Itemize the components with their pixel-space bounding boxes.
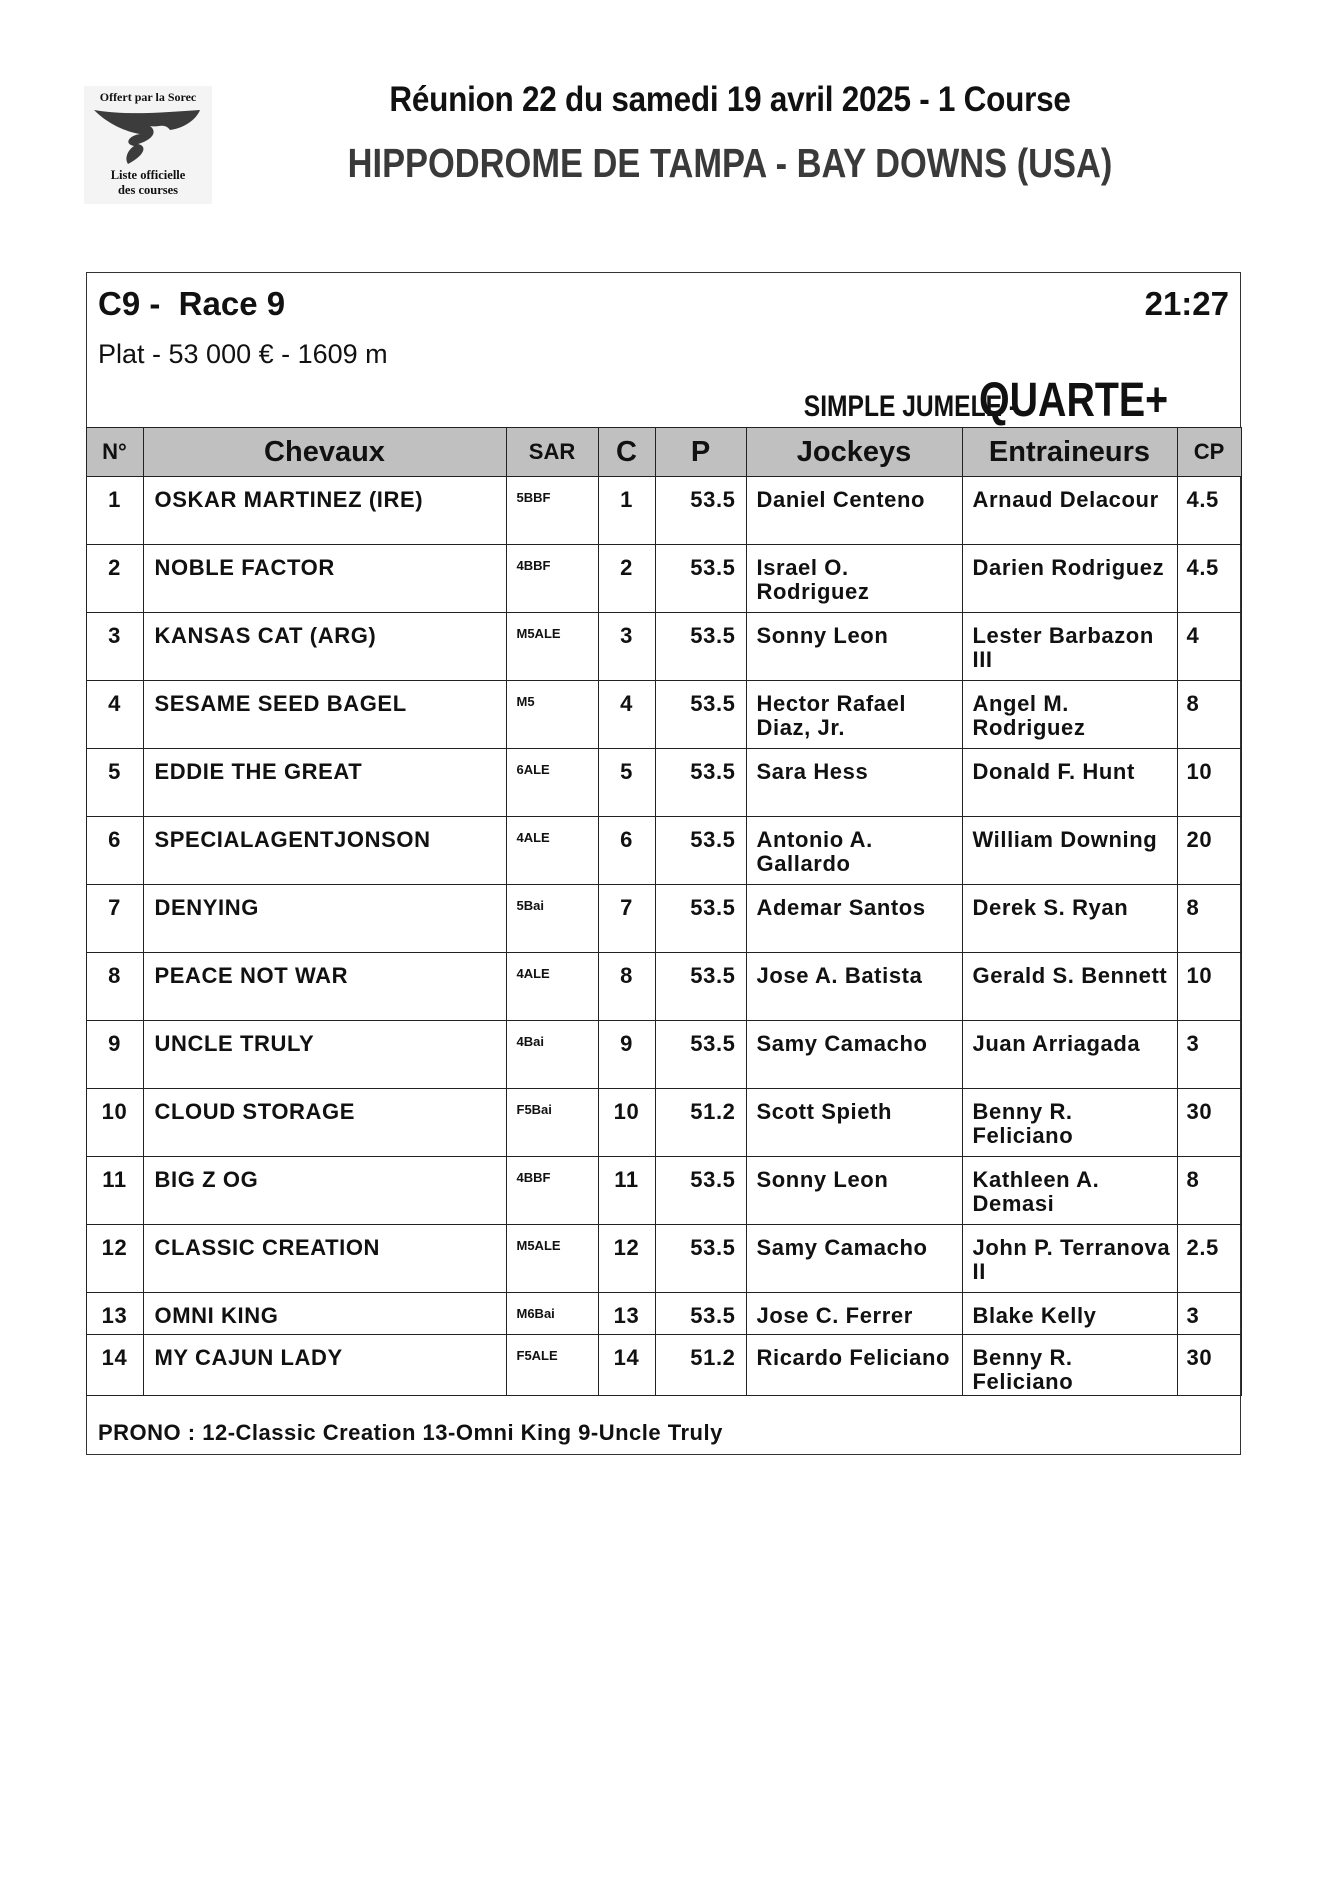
draw-c-cell [598, 477, 655, 545]
draw-c-cell [598, 1335, 655, 1396]
runners-table [86, 427, 1242, 1396]
trainer-name: Gerald S. Bennett [972, 963, 1168, 988]
odds-cp-cell [1177, 817, 1241, 885]
weight-p: 51.2 [690, 1099, 736, 1124]
odds-cp: 10 [1186, 759, 1213, 784]
runner-number: 13 [101, 1303, 128, 1328]
sar-value-cell [506, 1021, 598, 1089]
weight-p-cell [655, 477, 746, 545]
draw-c: 5 [620, 759, 633, 784]
runner-number: 2 [108, 555, 121, 580]
odds-cp: 10 [1186, 963, 1213, 988]
trainer-name: William Downing [972, 827, 1158, 852]
odds-cp-cell [1177, 1157, 1241, 1225]
horse-name-cell [143, 1089, 506, 1157]
weight-p-cell [655, 1021, 746, 1089]
horse-name: SESAME SEED BAGEL [154, 691, 407, 716]
table-row [86, 477, 1241, 545]
sar-value-cell [506, 953, 598, 1021]
runner-number-cell [86, 1335, 143, 1396]
runner-number-cell [86, 477, 143, 545]
draw-c-cell [598, 681, 655, 749]
horse-name-cell [143, 1157, 506, 1225]
runner-number: 3 [108, 623, 121, 648]
sar-value-cell [506, 613, 598, 681]
logo-bottom-text [84, 168, 212, 198]
draw-c-cell [598, 953, 655, 1021]
jockey-name-cell [746, 817, 962, 885]
weight-p-cell [655, 817, 746, 885]
odds-cp: 3 [1186, 1303, 1200, 1328]
table-row [86, 1293, 1241, 1335]
runner-number: 11 [102, 1167, 127, 1192]
weight-p: 53.5 [690, 1303, 736, 1328]
horse-name: DENYING [154, 895, 259, 920]
odds-cp-cell [1177, 953, 1241, 1021]
weight-p-cell [655, 1089, 746, 1157]
horse-name: SPECIALAGENTJONSON [154, 827, 431, 852]
sar-value-cell [506, 1157, 598, 1225]
horse-name-cell [143, 817, 506, 885]
jockey-name-cell [746, 477, 962, 545]
horse-name-cell [143, 1021, 506, 1089]
sar-value-cell [506, 1293, 598, 1335]
col-header-trainers: Entraineurs [962, 428, 1177, 477]
sar-value: 4ALE [516, 966, 550, 981]
odds-cp-cell [1177, 885, 1241, 953]
odds-cp: 8 [1186, 691, 1200, 716]
table-row [86, 885, 1241, 953]
draw-c: 12 [613, 1235, 640, 1260]
horse-name-cell [143, 1335, 506, 1396]
odds-cp: 8 [1186, 895, 1200, 920]
draw-c-cell [598, 1225, 655, 1293]
weight-p: 51.2 [690, 1345, 736, 1370]
draw-c: 9 [620, 1031, 633, 1056]
odds-cp-cell [1177, 613, 1241, 681]
runner-number-cell [86, 1021, 143, 1089]
jockey-name-cell [746, 613, 962, 681]
runner-number-cell [86, 749, 143, 817]
sar-value: M5ALE [516, 1238, 561, 1253]
meeting-title: Réunion 22 du samedi 19 avril 2025 - 1 Course [389, 80, 1071, 119]
trainer-name: Juan Arriagada [972, 1031, 1141, 1056]
col-header-horses: Chevaux [143, 428, 506, 477]
trainer-name-cell [962, 1293, 1177, 1335]
runner-number-cell [86, 545, 143, 613]
runner-number-cell [86, 953, 143, 1021]
odds-cp: 30 [1186, 1345, 1213, 1370]
weight-p: 53.5 [690, 1167, 736, 1192]
race-title: C9 - Race 9 [98, 285, 286, 322]
runner-number: 12 [101, 1235, 128, 1260]
runner-number: 7 [108, 895, 121, 920]
odds-cp: 20 [1186, 827, 1213, 852]
odds-cp-cell [1177, 1335, 1241, 1396]
sar-value-cell [506, 817, 598, 885]
table-row [86, 817, 1241, 885]
odds-cp: 3 [1186, 1031, 1200, 1056]
race-time: 21:27 [1144, 285, 1229, 322]
trainer-name-cell [962, 1089, 1177, 1157]
weight-p: 53.5 [690, 1031, 736, 1056]
horse-name: UNCLE TRULY [154, 1031, 315, 1056]
odds-cp: 30 [1186, 1099, 1213, 1124]
jockey-name-cell [746, 545, 962, 613]
table-row [86, 1157, 1241, 1225]
trainer-name-cell [962, 1021, 1177, 1089]
jockey-name: Daniel Centeno [756, 487, 926, 512]
draw-c-cell [598, 817, 655, 885]
draw-c-cell [598, 1293, 655, 1335]
jockey-name-cell [746, 1089, 962, 1157]
draw-c: 3 [620, 623, 633, 648]
sar-value-cell [506, 1225, 598, 1293]
table-row [86, 1089, 1241, 1157]
jockey-name-cell [746, 1225, 962, 1293]
sar-value-cell [506, 1089, 598, 1157]
draw-c-cell [598, 613, 655, 681]
odds-cp: 4 [1186, 623, 1200, 648]
sar-value-cell [506, 1335, 598, 1396]
runner-number: 9 [108, 1031, 121, 1056]
horse-name-cell [143, 885, 506, 953]
horse-name: CLASSIC CREATION [154, 1235, 381, 1260]
odds-cp-cell [1177, 1089, 1241, 1157]
weight-p-cell [655, 1293, 746, 1335]
table-header-row [86, 428, 1241, 477]
runner-number-cell [86, 817, 143, 885]
logo-bottom-line2: des courses [117, 183, 179, 197]
sar-value-cell [506, 749, 598, 817]
jockey-name-cell [746, 1157, 962, 1225]
draw-c: 10 [613, 1099, 640, 1124]
draw-c: 11 [614, 1167, 639, 1192]
weight-p-cell [655, 953, 746, 1021]
sar-value-cell [506, 545, 598, 613]
horse-name: CLOUD STORAGE [154, 1099, 356, 1124]
runner-number-cell [86, 885, 143, 953]
sar-value: F5Bai [516, 1102, 552, 1117]
col-header-number: N° [86, 428, 143, 477]
draw-c-cell [598, 749, 655, 817]
weight-p: 53.5 [690, 691, 736, 716]
draw-c-cell [598, 885, 655, 953]
odds-cp: 4.5 [1186, 555, 1219, 580]
horse-name-cell [143, 749, 506, 817]
odds-cp-cell [1177, 1225, 1241, 1293]
draw-c-cell [598, 1089, 655, 1157]
weight-p: 53.5 [690, 963, 736, 988]
draw-c: 2 [620, 555, 633, 580]
runner-number: 4 [108, 691, 121, 716]
runner-number-cell [86, 1225, 143, 1293]
trainer-name: Darien Rodriguez [972, 555, 1165, 580]
table-row [86, 681, 1241, 749]
weight-p-cell [655, 1157, 746, 1225]
runner-number: 5 [108, 759, 121, 784]
sar-value: 4BBF [516, 558, 551, 573]
runner-number: 1 [108, 487, 121, 512]
race-info: Plat - 53 000 € - 1609 m [98, 339, 388, 369]
odds-cp-cell [1177, 545, 1241, 613]
runner-number: 14 [101, 1345, 128, 1370]
trainer-name: Lester Barbazon III [972, 623, 1154, 672]
horse-name-cell [143, 613, 506, 681]
jockey-name-cell [746, 1335, 962, 1396]
jockey-name-cell [746, 681, 962, 749]
weight-p-cell [655, 545, 746, 613]
horse-head-icon [88, 106, 208, 168]
sar-value: M6Bai [516, 1306, 555, 1321]
trainer-name-cell [962, 817, 1177, 885]
table-row [86, 545, 1241, 613]
sar-value-cell [506, 477, 598, 545]
sar-value: 5BBF [516, 490, 551, 505]
draw-c: 7 [620, 895, 633, 920]
draw-c: 1 [620, 487, 633, 512]
draw-c: 13 [613, 1303, 640, 1328]
jockey-name-cell [746, 885, 962, 953]
jockey-name-cell [746, 1293, 962, 1335]
weight-p: 53.5 [690, 895, 736, 920]
trainer-name: Angel M. Rodriguez [972, 691, 1086, 740]
race-card [86, 272, 1241, 1455]
table-row [86, 1225, 1241, 1293]
weight-p: 53.5 [690, 623, 736, 648]
trainer-name-cell [962, 681, 1177, 749]
runner-number: 10 [101, 1099, 128, 1124]
jockey-name: Hector Rafael Diaz, Jr. [756, 691, 907, 740]
sar-value: F5ALE [516, 1348, 558, 1363]
trainer-name-cell [962, 885, 1177, 953]
logo-top-text: Offert par la Sorec [99, 90, 197, 104]
weight-p-cell [655, 681, 746, 749]
runner-number-cell [86, 1157, 143, 1225]
runner-number-cell [86, 613, 143, 681]
jockey-name: Sonny Leon [756, 623, 889, 648]
odds-cp-cell [1177, 681, 1241, 749]
draw-c: 4 [620, 691, 633, 716]
odds-cp: 2.5 [1186, 1235, 1219, 1260]
odds-cp-cell [1177, 477, 1241, 545]
draw-c: 6 [620, 827, 633, 852]
horse-name: BIG Z OG [154, 1167, 259, 1192]
table-row [86, 1335, 1241, 1396]
odds-cp-cell [1177, 749, 1241, 817]
horse-name-cell [143, 1225, 506, 1293]
horse-name-cell [143, 681, 506, 749]
sar-value: M5 [516, 694, 535, 709]
sar-value: 4ALE [516, 830, 550, 845]
weight-p-cell [655, 613, 746, 681]
trainer-name: Benny R. Feliciano [972, 1345, 1074, 1394]
runner-number-cell [86, 1293, 143, 1335]
col-header-jockeys: Jockeys [746, 428, 962, 477]
draw-c: 8 [620, 963, 633, 988]
runner-number: 6 [108, 827, 121, 852]
odds-cp: 4.5 [1186, 487, 1219, 512]
jockey-name: Sonny Leon [756, 1167, 889, 1192]
jockey-name: Samy Camacho [756, 1031, 928, 1056]
horse-name-cell [143, 545, 506, 613]
weight-p: 53.5 [690, 487, 736, 512]
weight-p: 53.5 [690, 759, 736, 784]
col-header-sar: SAR [506, 428, 598, 477]
trainer-name-cell [962, 1157, 1177, 1225]
draw-c: 14 [613, 1345, 640, 1370]
bet-types [757, 373, 1210, 428]
jockey-name: Sara Hess [756, 759, 869, 784]
trainer-name-cell [962, 1335, 1177, 1396]
col-header-p: P [655, 428, 746, 477]
bet-types-quarte: QUARTE+ [979, 374, 1169, 427]
jockey-name: Samy Camacho [756, 1235, 928, 1260]
trainer-name-cell [962, 477, 1177, 545]
weight-p-cell [655, 1335, 746, 1396]
horse-name: OMNI KING [154, 1303, 279, 1328]
jockey-name-cell [746, 1021, 962, 1089]
trainer-name-cell [962, 613, 1177, 681]
sar-value: 6ALE [516, 762, 550, 777]
table-row [86, 749, 1241, 817]
draw-c-cell [598, 1157, 655, 1225]
jockey-name: Jose A. Batista [756, 963, 923, 988]
horse-name: EDDIE THE GREAT [154, 759, 363, 784]
draw-c-cell [598, 1021, 655, 1089]
weight-p: 53.5 [690, 555, 736, 580]
jockey-name-cell [746, 953, 962, 1021]
sorec-logo [84, 86, 212, 204]
trainer-name: John P. Terranova II [972, 1235, 1171, 1284]
col-header-c: C [598, 428, 655, 477]
sar-value-cell [506, 885, 598, 953]
jockey-name-cell [746, 749, 962, 817]
runner-number: 8 [108, 963, 121, 988]
sar-value: 4Bai [516, 1034, 544, 1049]
prono-line: PRONO : 12-Classic Creation 13-Omni King 9-Uncle Truly [98, 1420, 723, 1445]
trainer-name-cell [962, 953, 1177, 1021]
col-header-cp: CP [1177, 428, 1241, 477]
jockey-name: Antonio A. Gallardo [756, 827, 873, 876]
table-row [86, 613, 1241, 681]
table-row [86, 953, 1241, 1021]
logo-bottom-line1: Liste officielle [110, 168, 186, 182]
runner-number-cell [86, 1089, 143, 1157]
sar-value: 4BBF [516, 1170, 551, 1185]
sar-value: M5ALE [516, 626, 561, 641]
bet-types-simple: SIMPLE JUMELE - [803, 390, 1017, 423]
odds-cp-cell [1177, 1293, 1241, 1335]
weight-p-cell [655, 749, 746, 817]
trainer-name: Arnaud Delacour [972, 487, 1159, 512]
sar-value-cell [506, 681, 598, 749]
trainer-name: Benny R. Feliciano [972, 1099, 1074, 1148]
horse-name: NOBLE FACTOR [154, 555, 335, 580]
trainer-name-cell [962, 749, 1177, 817]
horse-name: KANSAS CAT (ARG) [154, 623, 377, 648]
horse-name-cell [143, 1293, 506, 1335]
draw-c-cell [598, 545, 655, 613]
horse-name-cell [143, 477, 506, 545]
horse-name: PEACE NOT WAR [154, 963, 349, 988]
jockey-name: Israel O. Rodriguez [756, 555, 870, 604]
runner-number-cell [86, 681, 143, 749]
horse-name-cell [143, 953, 506, 1021]
trainer-name: Kathleen A. Demasi [972, 1167, 1100, 1216]
jockey-name: Ademar Santos [756, 895, 926, 920]
jockey-name: Jose C. Ferrer [756, 1303, 913, 1328]
jockey-name: Ricardo Feliciano [756, 1345, 951, 1370]
trainer-name: Donald F. Hunt [972, 759, 1135, 784]
trainer-name: Blake Kelly [972, 1303, 1097, 1328]
weight-p: 53.5 [690, 827, 736, 852]
horse-name: MY CAJUN LADY [154, 1345, 343, 1370]
odds-cp: 8 [1186, 1167, 1200, 1192]
odds-cp-cell [1177, 1021, 1241, 1089]
venue-title: HIPPODROME DE TAMPA - BAY DOWNS (USA) [347, 140, 1113, 186]
weight-p: 53.5 [690, 1235, 736, 1260]
weight-p-cell [655, 1225, 746, 1293]
jockey-name: Scott Spieth [756, 1099, 893, 1124]
sar-value: 5Bai [516, 898, 544, 913]
trainer-name-cell [962, 1225, 1177, 1293]
trainer-name: Derek S. Ryan [972, 895, 1129, 920]
trainer-name-cell [962, 545, 1177, 613]
table-row [86, 1021, 1241, 1089]
horse-name: OSKAR MARTINEZ (IRE) [154, 487, 424, 512]
weight-p-cell [655, 885, 746, 953]
